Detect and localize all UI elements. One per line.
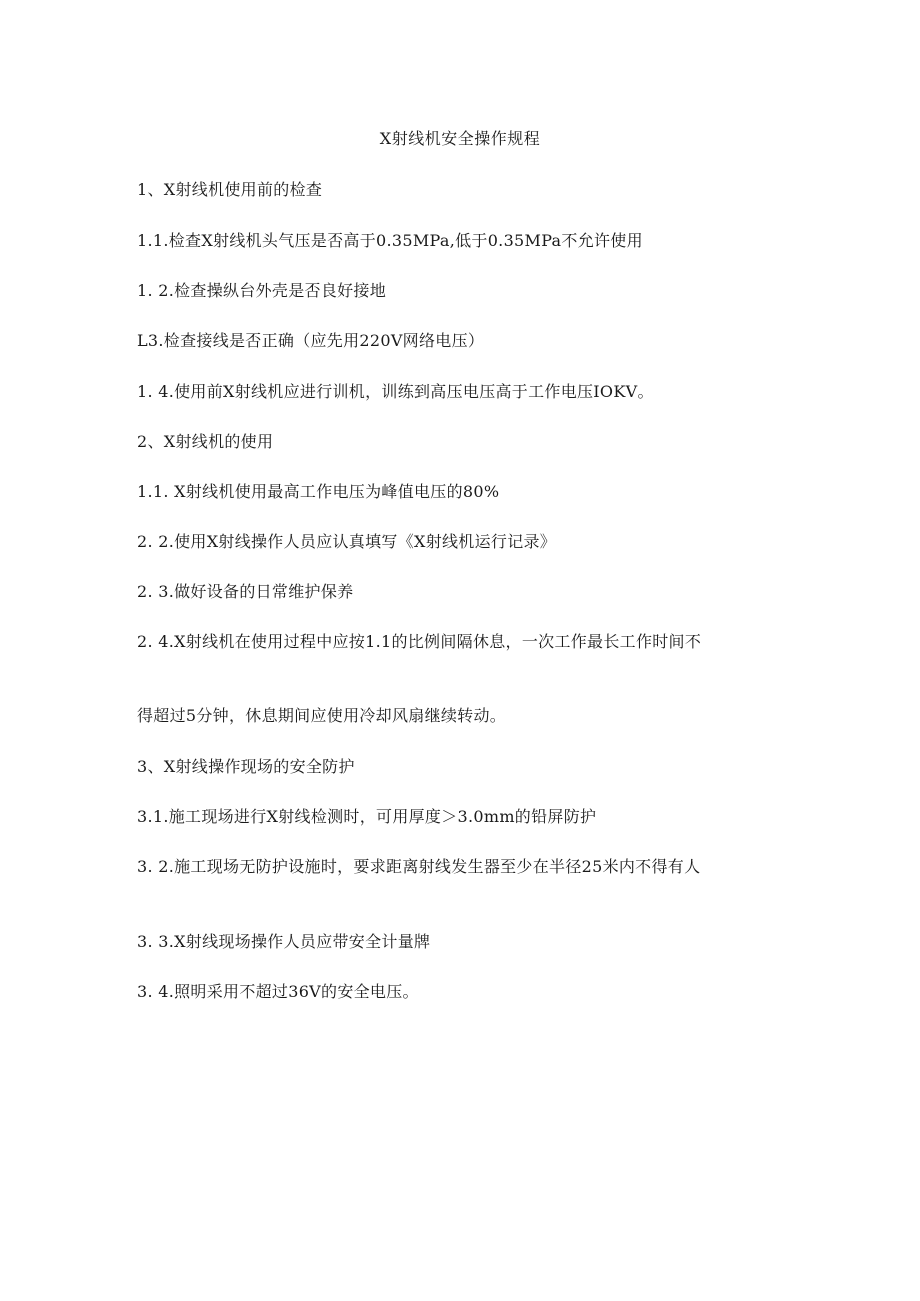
paragraph-2-3: 2. 3.做好设备的日常维护保养	[137, 582, 354, 601]
paragraph-1-1: 1.1.检查X射线机头气压是否高于0.35MPa,低于0.35MPa不允许使用	[137, 231, 643, 250]
paragraph-1-3: L3.检查接线是否正确（应先用220V网络电压）	[137, 331, 485, 350]
paragraph-3-1: 3.1.施工现场进行X射线检测时，可用厚度＞3.0mm的铅屏防护	[137, 807, 597, 826]
section-heading-2: 2、X射线机的使用	[137, 432, 274, 451]
paragraph-2-4: 2. 4.X射线机在使用过程中应按1.1的比例间隔休息，一次工作最长工作时间不	[137, 632, 702, 651]
document-title: X射线机安全操作规程	[379, 129, 541, 148]
paragraph-2-4-continued: 得超过5分钟，休息期间应使用冷却风扇继续转动。	[137, 706, 507, 725]
paragraph-3-3: 3. 3.X射线现场操作人员应带安全计量牌	[137, 932, 431, 951]
paragraph-3-2: 3. 2.施工现场无防护设施时，要求距离射线发生器至少在半径25米内不得有人	[137, 857, 701, 876]
paragraph-2-2: 2. 2.使用X射线操作人员应认真填写《X射线机运行记录》	[137, 532, 557, 551]
paragraph-3-4: 3. 4.照明采用不超过36V的安全电压。	[137, 982, 419, 1001]
section-heading-3: 3、X射线操作现场的安全防护	[137, 757, 355, 776]
section-heading-1: 1、X射线机使用前的检查	[137, 180, 323, 199]
paragraph-1-4: 1. 4.使用前X射线机应进行训机，训练到高压电压高于工作电压IOKV。	[137, 382, 654, 401]
paragraph-2-1: 1.1. X射线机使用最高工作电压为峰值电压的80%	[137, 482, 500, 501]
paragraph-1-2: 1. 2.检查操纵台外壳是否良好接地	[137, 281, 387, 300]
